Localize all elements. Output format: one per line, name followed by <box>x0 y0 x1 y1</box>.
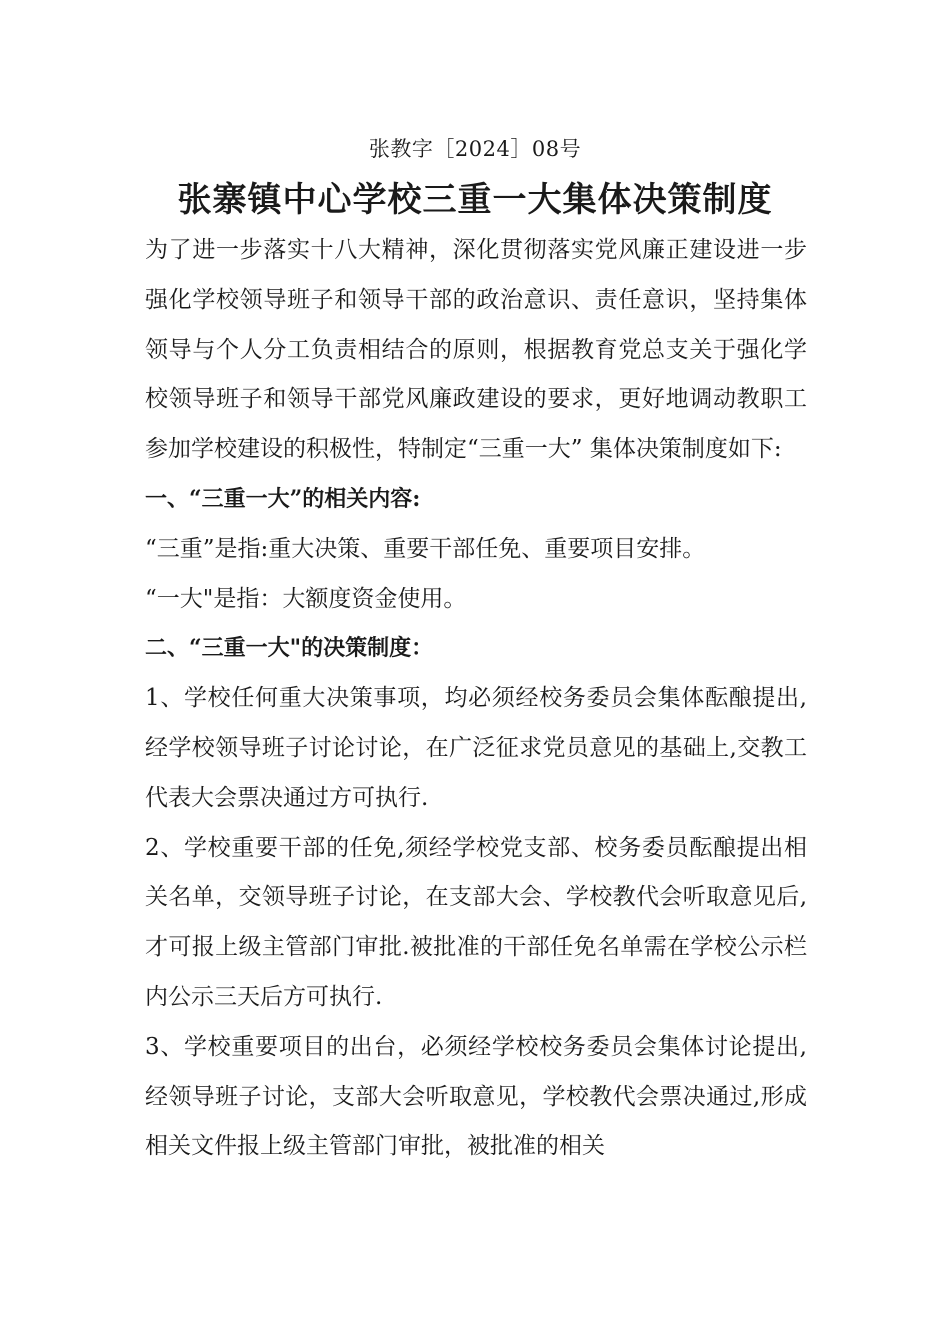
document-title: 张寨镇中心学校三重一大集体决策制度 <box>177 180 773 220</box>
section-1-line-2: “一大"是指：大额度资金使用。 <box>145 585 467 612</box>
intro-paragraph: 为了进一步落实十八大精神，深化贯彻落实党风廉正建设进一步强化学校领导班子和领导干部的政治意识、责任意识，坚持集体领导与个人分工负责相结合的原则，根据教育党总支关于强化学校领导班子和领导干部党风廉政建设的要求，更好地调动教职工参加学校建设的积极性，特制定“三重一大” 集体决策制度如下: <box>145 237 807 463</box>
document-body <box>145 226 807 1172</box>
section-1-line-1: “三重”是指:重大决策、重要干部任免、重要项目安排。 <box>145 535 706 562</box>
rule-item-1: 1、学校任何重大决策事项，均必须经校务委员会集体酝酿提出,经学校领导班子讨论讨论，在广泛征求党员意见的基础上,交教工代表大会票决通过方可执行. <box>145 685 807 811</box>
section-1-heading: 一、“三重一大”的相关内容: <box>145 485 421 512</box>
rule-item-3: 3、学校重要项目的出台，必须经学校校务委员会集体讨论提出,经领导班子讨论，支部大会听取意见，学校教代会票决通过,形成相关文件报上级主管部门审批，被批准的相关 <box>145 1033 807 1160</box>
rule-item-2: 2、学校重要干部的任免,须经学校党支部、校务委员酝酿提出相关名单，交领导班子讨论，在支部大会、学校教代会听取意见后,才可报上级主管部门审批.被批准的干部任免名单需在学校公示栏内公示三天后方可执行. <box>145 834 807 1010</box>
section-2-heading: 二、“三重一大"的决策制度： <box>145 635 434 662</box>
document-number: 张教字［2024］08号 <box>368 137 582 161</box>
